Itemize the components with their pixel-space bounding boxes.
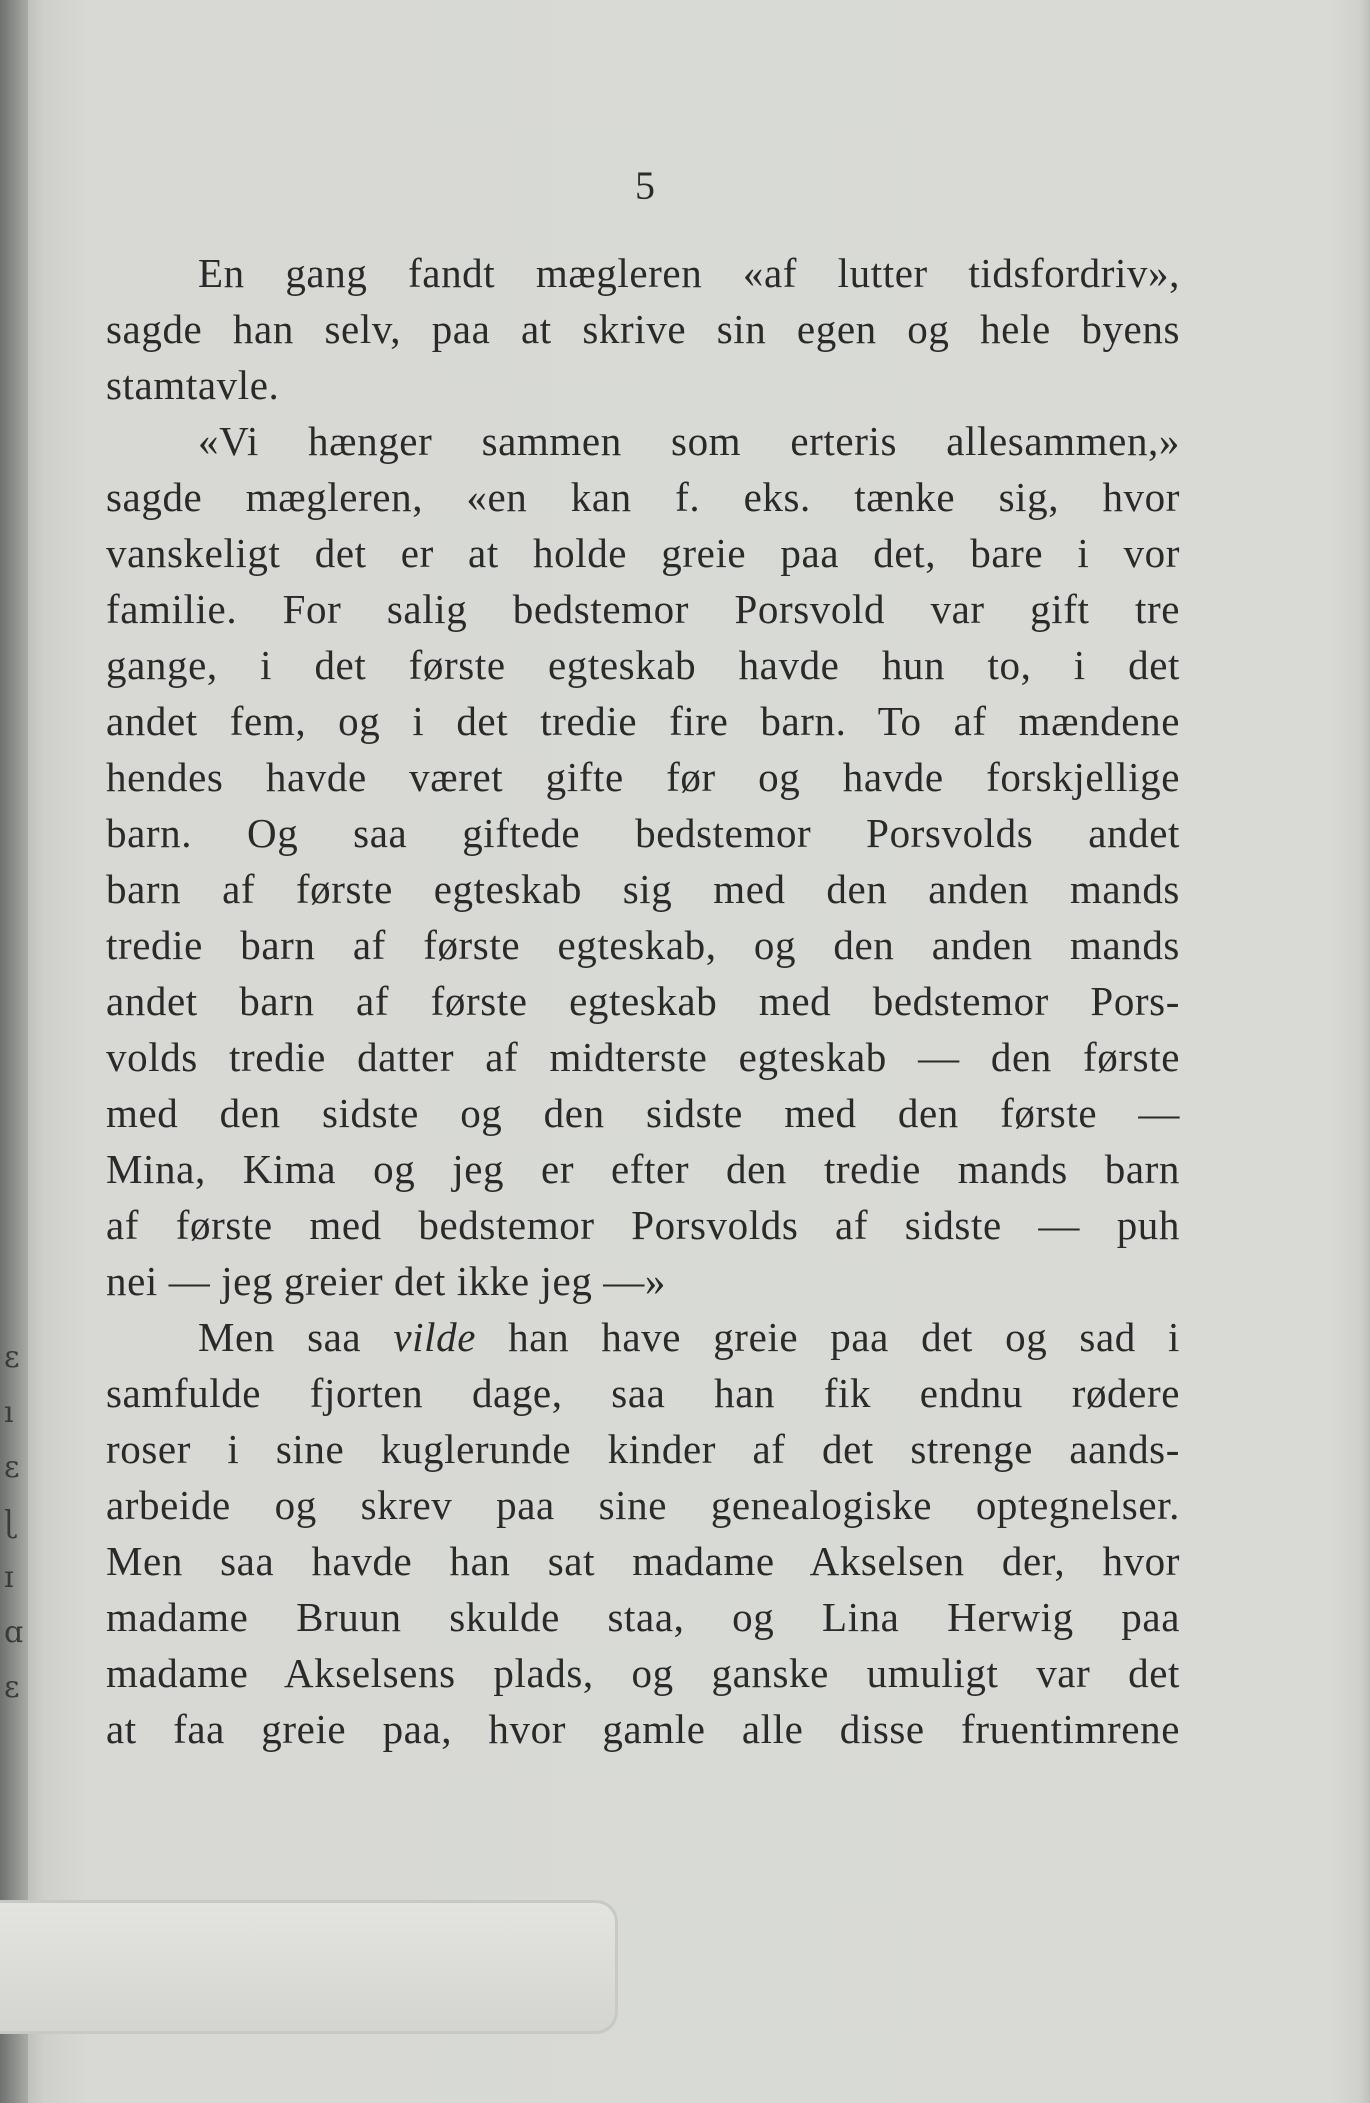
margin-stub: ɛ [4,1450,20,1485]
text-line: hendes havde været gifte før og havde forskjellige [106,754,1180,800]
spine-label-box [0,1900,618,2034]
margin-stub: ɑ [4,1615,24,1650]
margin-stub: ɛ [4,1670,20,1705]
text-line: af første med bedstemor Porsvolds af sidste — puh [106,1202,1180,1248]
text-line: En gang fandt mægleren «af lutter tidsfordriv», [198,250,1180,296]
text-line: sagde mægleren, «en kan f. eks. tænke sig, hvor [106,474,1180,520]
text-line: nei — jeg greier det ikke jeg —» [106,1258,666,1304]
text-line: tredie barn af første egteskab, og den anden mands [106,922,1180,968]
text-line: sagde han selv, paa at skrive sin egen og hele byens [106,306,1180,352]
text-line: barn. Og saa giftede bedstemor Porsvolds andet [106,810,1180,856]
text-line: familie. For salig bedstemor Porsvold var gift tre [106,586,1180,632]
text-line: Men saa havde han sat madame Akselsen der, hvor [106,1538,1180,1584]
text-line: vanskeligt det er at holde greie paa det, bare i vor [106,530,1180,576]
text-line: madame Akselsens plads, og ganske umuligt var det [106,1650,1180,1696]
margin-stub: ı [4,1395,14,1430]
text-line: Men saa vilde han have greie paa det og sad i [198,1314,1180,1360]
margin-stub: ɪ [4,1560,14,1595]
text-line: volds tredie datter af midterste egteskab — den første [106,1034,1180,1080]
text-line: samfulde fjorten dage, saa han fik endnu rødere [106,1370,1180,1416]
text-line: madame Bruun skulde staa, og Lina Herwig paa [106,1594,1180,1640]
text-line: at faa greie paa, hvor gamle alle disse fruentimrene [106,1706,1180,1752]
margin-stub: ɭ [4,1505,15,1540]
text-line: «Vi hænger sammen som erteris allesammen,» [198,418,1180,464]
text-line: med den sidste og den sidste med den første — [106,1090,1180,1136]
body-text [106,245,1180,1757]
margin-stub: ɛ [4,1340,20,1375]
text-line: stamtavle. [106,362,280,408]
text-line: andet fem, og i det tredie fire barn. To af mændene [106,698,1180,744]
text-line: andet barn af første egteskab med bedstemor Pors- [106,978,1180,1024]
text-line: barn af første egteskab sig med den anden mands [106,866,1180,912]
page-number: 5 [635,163,655,208]
text-line: roser i sine kuglerunde kinder af det strenge aands- [106,1426,1180,1472]
text-line: gange, i det første egteskab havde hun to, i det [106,642,1180,688]
text-line: Mina, Kima og jeg er efter den tredie mands barn [106,1146,1180,1192]
emphasis: vilde [393,1314,477,1360]
text-line: arbeide og skrev paa sine genealogiske optegnelser. [106,1482,1180,1528]
gutter-shadow [0,0,28,2103]
